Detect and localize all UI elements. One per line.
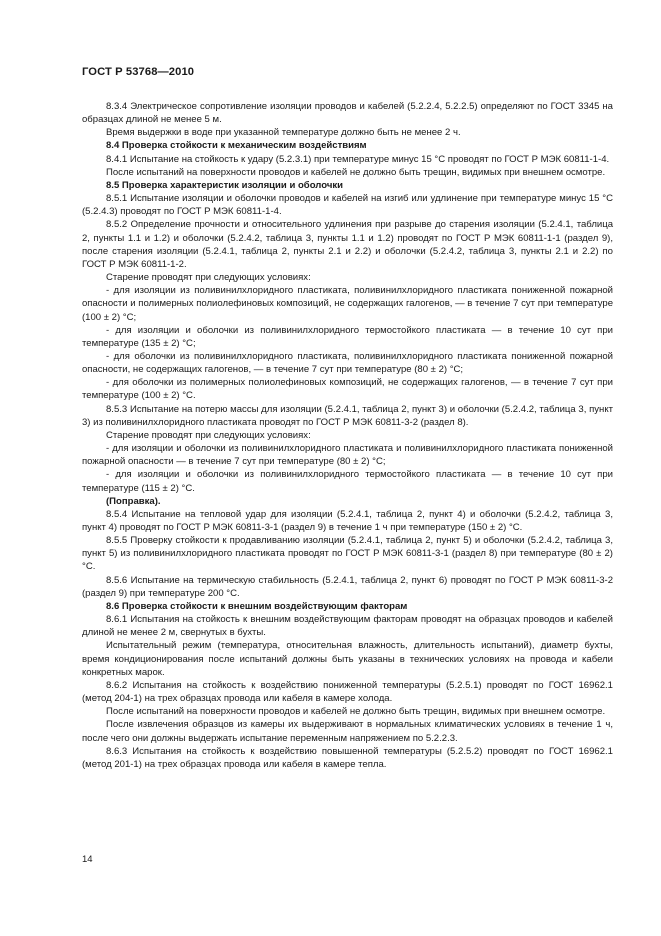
paragraph: 8.6.1 Испытания на стойкость к внешним воздействующим факторам проводят на образцах проводов и кабелей длиной не менее 2 м, свернутых в бухты. [82, 614, 613, 639]
paragraph: - для оболочки из полимерных полиолефиновых композиций, не содержащих галогенов, — в течение 7 сут при температуре (100 ± 2) °С. [82, 377, 613, 402]
document-body [82, 100, 613, 771]
section-heading: 8.4 Проверка стойкости к механическим воздействиям [106, 140, 367, 152]
section-heading: 8.6 Проверка стойкости к внешним воздействующим факторам [106, 600, 408, 612]
paragraph: 8.5.5 Проверку стойкости к продавливанию изоляции (5.2.4.1, таблица 2, пункт 5) и оболочки (5.2.4.2, таблица 3, пункт 5) из поливинилхлоридного пластиката проводят по ГОСТ Р МЭК 60811-3-1 (раздел 8) при температуре (80 ± 2) °С. [82, 535, 613, 573]
paragraph: 8.5.3 Испытание на потерю массы для изоляции (5.2.4.1, таблица 2, пункт 3) и оболочки (5.2.4.2, таблица 3, пункт 3) из поливинилхлоридного пластиката проводят по ГОСТ Р МЭК 60811-3-2 (раздел 8). [82, 403, 613, 428]
paragraph: 8.6.2 Испытания на стойкость к воздействию пониженной температуры (5.2.5.1) проводят по ГОСТ 16962.1 (метод 204-1) на трех образцах провода или кабеля в камере холода. [82, 679, 613, 705]
section-heading: 8.5 Проверка характеристик изоляции и оболочки [106, 179, 344, 191]
paragraph: - для изоляции из поливинилхлоридного пластиката, поливинилхлоридного пластиката пониженной пожарной опасности и полимерных полиолефиновых композиций, не содержащих галогенов, — в течение 7 сут при температуре (100 ± 2) °С; [82, 285, 613, 323]
paragraph: - для изоляции и оболочки из поливинилхлоридного термостойкого пластиката — в течение 10 сут при температуре (115 ± 2) °С. [82, 469, 613, 494]
section-heading: (Поправка). [106, 495, 161, 507]
paragraph: 8.5.2 Определение прочности и относительного удлинения при разрыве до старения изоляции (5.2.4.1, таблица 2, пункты 1.1 и 1.2) и оболочки (5.2.4.2, таблица 3, пункты 1.1 и 1.2) проводят по ГОСТ Р МЭК 60811-1-1 (раздел 9), после старения изоляции (5.2.4.1, таблица 2, пункты 2.1 и 2.2) и оболочки (5.2.4.2, таблица 3, пункты 2.1 и 2.2) по ГОСТ Р МЭК 60811-1-2. [82, 219, 613, 270]
paragraph: После испытаний на поверхности проводов и кабелей не должно быть трещин, видимых при внешнем осмотре. [106, 706, 606, 718]
paragraph: 8.3.4 Электрическое сопротивление изоляции проводов и кабелей (5.2.2.4, 5.2.2.5) определяют по ГОСТ 3345 на образцах длиной не менее 5 м. [82, 101, 613, 126]
paragraph: - для изоляции и оболочки из поливинилхлоридного термостойкого пластиката — в течение 10 сут при температуре (135 ± 2) °С; [82, 324, 613, 349]
paragraph: После испытаний на поверхности проводов и кабелей не должно быть трещин, видимых при внешнем осмотре. [106, 166, 606, 178]
paragraph: 8.5.1 Испытание изоляции и оболочки проводов и кабелей на изгиб или удлинение при температуре минус 15 °С (5.2.4.3) проводят по ГОСТ Р МЭК 60811-1-4. [82, 193, 613, 218]
paragraph: 8.5.6 Испытание на термическую стабильность (5.2.4.1, таблица 2, пункт 6) проводят по ГОСТ Р МЭК 60811-3-2 (раздел 9) при температуре 200 °С. [82, 574, 613, 599]
paragraph: 8.4.1 Испытание на стойкость к удару (5.2.3.1) при температуре минус 15 °С проводят по ГОСТ Р МЭК 60811-1-4. [106, 153, 610, 165]
paragraph: - для оболочки из поливинилхлоридного пластиката, поливинилхлоридного пластиката пониженной пожарной опасности, не содержащих галогенов, — в течение 7 сут при температуре (80 ± 2) °С; [82, 350, 613, 376]
paragraph: Время выдержки в воде при указанной температуре должно быть не менее 2 ч. [106, 127, 461, 139]
paragraph: Старение проводят при следующих условиях: [106, 429, 311, 441]
paragraph: 8.6.3 Испытания на стойкость к воздействию повышенной температуры (5.2.5.2) проводят по ГОСТ 16962.1 (метод 201-1) на трех образцах провода или кабеля в камере тепла. [82, 745, 613, 770]
paragraph: Испытательный режим (температура, относительная влажность, длительность испытаний), диаметр бухты, время кондиционирования после испытаний должны быть указаны в технических условиях на провода и кабели конкретных марок. [82, 640, 613, 678]
document-header: ГОСТ Р 53768—2010 [82, 66, 195, 78]
paragraph: Старение проводят при следующих условиях: [106, 272, 311, 284]
page-number: 14 [82, 854, 93, 865]
paragraph: После извлечения образцов из камеры их выдерживают в нормальных климатических условиях в течение 1 ч, после чего они должны выдержать испытание переменным напряжением по 5.2.2.3. [82, 719, 613, 744]
paragraph: - для изоляции и оболочки из поливинилхлоридного пластиката и поливинилхлоридного пластиката пониженной пожарной опасности — в течение 7 сут при температуре (80 ± 2) °С; [82, 443, 613, 468]
paragraph: 8.5.4 Испытание на тепловой удар для изоляции (5.2.4.1, таблица 2, пункт 4) и оболочки (5.2.4.2, таблица 3, пункт 4) проводят по ГОСТ Р МЭК 60811-3-1 (раздел 9) в течение 1 ч при температуре (150 ± 2) °С. [82, 508, 613, 533]
